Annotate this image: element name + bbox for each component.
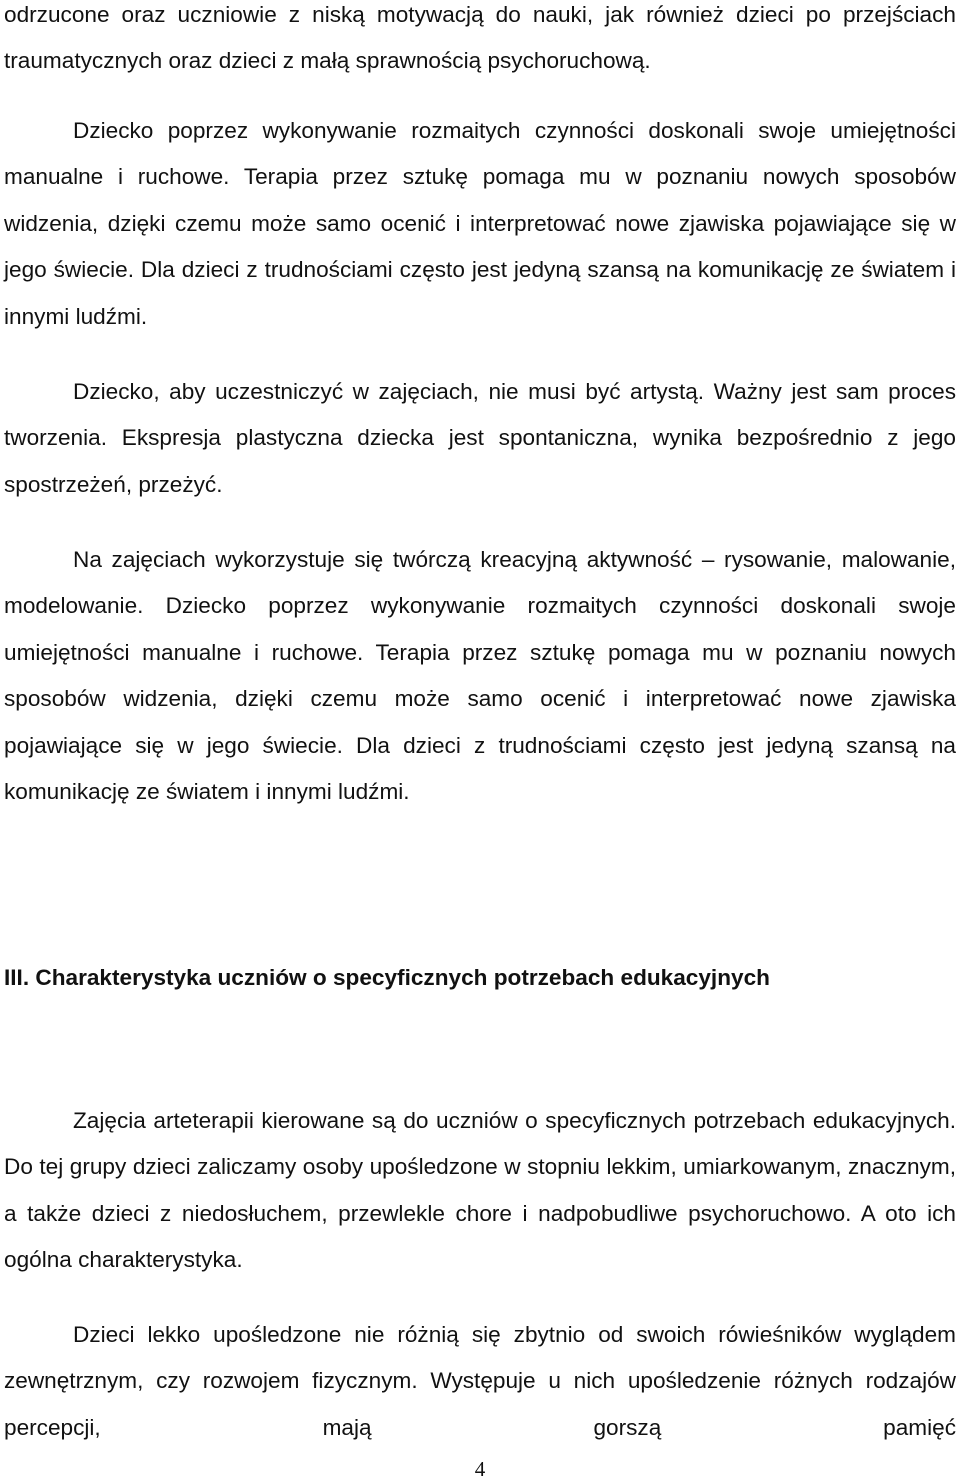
paragraph-artist-not-required: Dziecko, aby uczestniczyć w zajęciach, nie musi być artystą. Ważny jest sam proces tworzenia. Ekspresja plastyczna dziecka jest spontaniczna, wynika bezpośrednio z jego spostrzeżeń, przeżyć. xyxy=(4,379,956,497)
paragraph-special-needs-intro: Zajęcia arteterapii kierowane są do uczniów o specyficznych potrzebach edukacyjnych. Do tej grupy dzieci zaliczamy osoby upośledzone w stopniu lekkim, umiarkowanym, znacznym, a także dzieci z niedosłuchem, przewlekle chore i nadpobudliwe psychoruchowo. A oto ich ogólna charakterystyka. xyxy=(4,1108,956,1273)
paragraph-mild-disability: Dzieci lekko upośledzone nie różnią się zbytnio od swoich rówieśników wyglądem zewnętrznym, czy rozwojem fizycznym. Występuje u nich upośledzenie różnych rodzajów percepcji, mają gorszą pamięć xyxy=(4,1322,956,1440)
paragraph-manual-skills: Dziecko poprzez wykonywanie rozmaitych czynności doskonali swoje umiejętności manualne i ruchowe. Terapia przez sztukę pomaga mu w poznaniu nowych sposobów widzenia, dzięki czemu może samo ocenić i interpretować nowe zjawiska pojawiające się w jego świecie. Dla dzieci z trudnościami często jest jedyną szansą na komunikację ze światem i innymi ludźmi. xyxy=(4,118,956,329)
section-heading: III. Charakterystyka uczniów o specyficznych potrzebach edukacyjnych xyxy=(4,965,770,990)
page-number: 4 xyxy=(474,1457,486,1481)
paragraph-creative-activity: Na zajęciach wykorzystuje się twórczą kreacyjną aktywność – rysowanie, malowanie, modelowanie. Dziecko poprzez wykonywanie rozmaitych czynności doskonali swoje umiejętności manualne i ruchowe. Terapia przez sztukę pomaga mu w poznaniu nowych sposobów widzenia, dzięki czemu może samo ocenić i interpretować nowe zjawiska pojawiające się w jego świecie. Dla dzieci z trudnościami często jest jedyną szansą na komunikację ze światem i innymi ludźmi. xyxy=(4,547,956,805)
paragraph-intro-continuation: odrzucone oraz uczniowie z niską motywacją do nauki, jak również dzieci po przejściach traumatycznych oraz dzieci z małą sprawnością psychoruchową. xyxy=(4,2,956,74)
